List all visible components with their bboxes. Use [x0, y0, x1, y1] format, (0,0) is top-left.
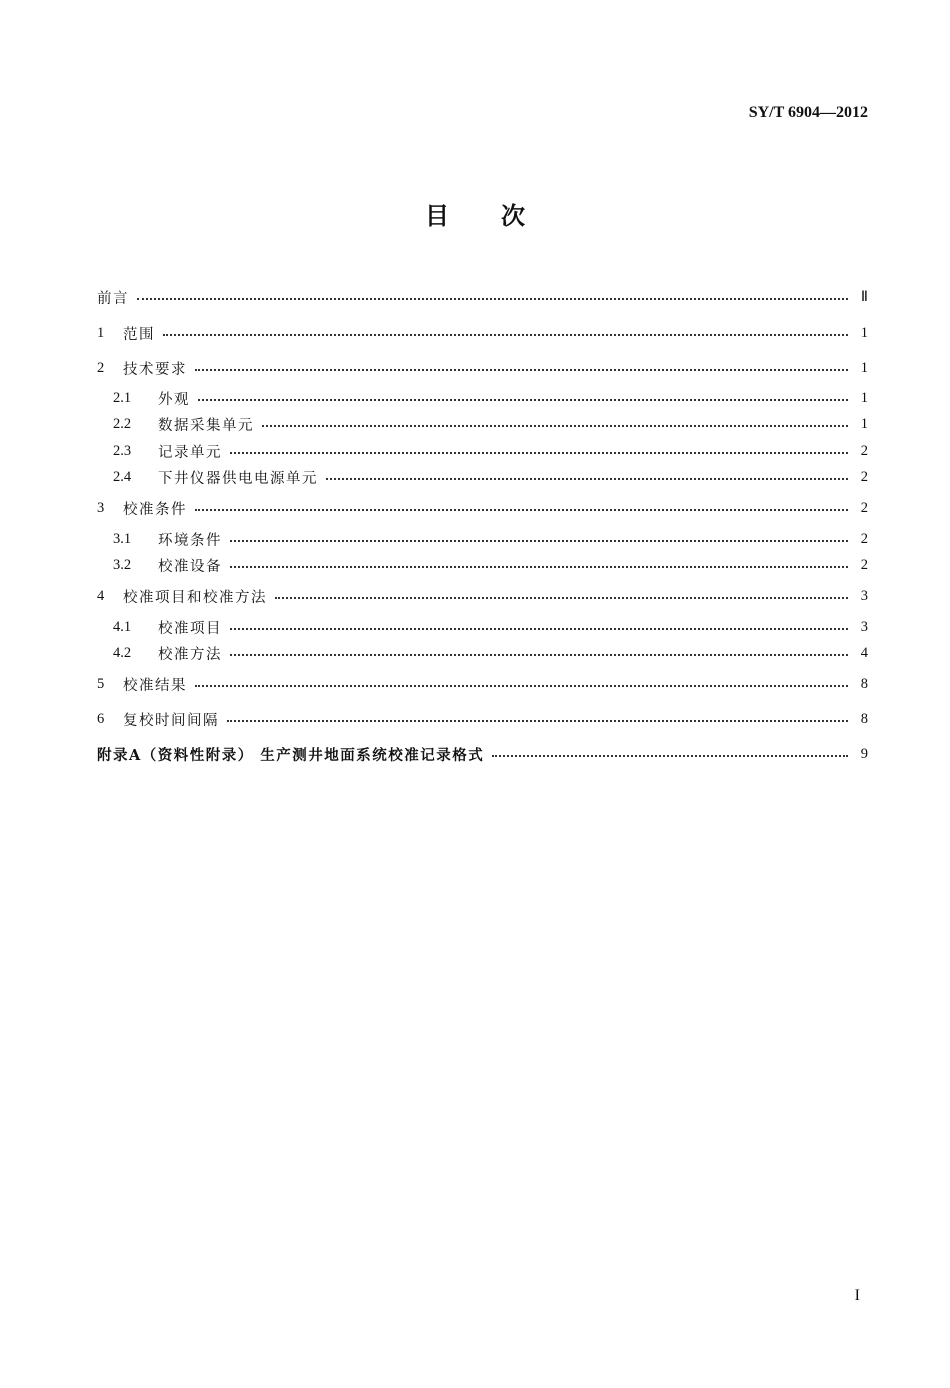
toc-entry-text: 环境条件 — [158, 532, 222, 549]
leader-dots — [230, 628, 848, 630]
toc-entry-number: 2.2 — [113, 415, 132, 432]
toc-entry[interactable] — [113, 617, 868, 637]
toc-entry-text: 附录A（资料性附录） 生产测井地面系统校准记录格式 — [97, 746, 485, 764]
toc-entry-number: 2.3 — [113, 442, 132, 459]
toc-entry-page: 8 — [860, 675, 868, 692]
toc-entry-number: 4.1 — [113, 618, 132, 635]
toc-entry-page: 8 — [860, 710, 868, 727]
leader-dots — [198, 399, 848, 401]
toc-entry-number: 3.1 — [113, 530, 132, 547]
toc-entry-text: 校准方法 — [158, 646, 222, 663]
leader-dots — [230, 566, 848, 568]
leader-dots — [163, 334, 848, 336]
toc-entry[interactable] — [113, 441, 868, 461]
toc-entry-number: 6 — [97, 710, 105, 727]
toc-entry-text: 数据采集单元 — [158, 417, 254, 434]
toc-entry-page: 2 — [860, 530, 868, 547]
toc-entry[interactable] — [113, 643, 868, 663]
toc-entry-number: 4 — [97, 587, 105, 604]
toc-entry-page: 1 — [860, 389, 868, 406]
toc-entry-page: 2 — [860, 442, 868, 459]
toc-entry[interactable] — [113, 467, 868, 487]
leader-dots — [195, 685, 848, 687]
leader-dots — [326, 478, 848, 480]
toc-entry-page: 2 — [860, 556, 868, 573]
page-title: 目次 — [425, 201, 577, 230]
leader-dots — [230, 452, 848, 454]
leader-dots — [227, 720, 848, 722]
toc-entry-number: 1 — [97, 324, 105, 341]
toc-entry-text: 外观 — [158, 391, 190, 408]
toc-entry-text: 校准结果 — [123, 677, 187, 694]
toc-entry-number: 3 — [97, 499, 105, 516]
toc-entry-page: 4 — [860, 644, 868, 661]
toc-entry[interactable] — [97, 323, 868, 343]
leader-dots — [492, 755, 848, 757]
toc-entry-text: 校准项目 — [158, 620, 222, 637]
toc-entry[interactable] — [113, 388, 868, 408]
toc-entry-text: 校准条件 — [123, 501, 187, 518]
toc-entry-page: Ⅱ — [860, 288, 868, 305]
toc-entry-page: 3 — [860, 587, 868, 604]
toc-entry-number: 2.4 — [113, 468, 132, 485]
toc-entry-number: 4.2 — [113, 644, 132, 661]
toc-entry[interactable] — [97, 674, 868, 694]
toc-entry[interactable] — [97, 287, 868, 307]
toc-entry[interactable] — [113, 529, 868, 549]
toc-entry-page: 2 — [860, 468, 868, 485]
leader-dots — [262, 425, 848, 427]
leader-dots — [137, 298, 848, 300]
toc-entry-text: 校准设备 — [158, 558, 222, 575]
toc-entry-number: 2.1 — [113, 389, 132, 406]
toc-entry-number: 5 — [97, 675, 105, 692]
toc-entry[interactable] — [97, 744, 868, 764]
toc-entry-text: 范围 — [123, 326, 155, 343]
toc-entry[interactable] — [113, 555, 868, 575]
leader-dots — [195, 509, 848, 511]
toc-entry-page: 3 — [860, 618, 868, 635]
toc-entry-page: 2 — [860, 499, 868, 516]
toc-entry-page: 9 — [860, 745, 868, 762]
toc-entry-text: 前言 — [97, 290, 129, 307]
toc-entry[interactable] — [113, 414, 868, 434]
leader-dots — [275, 597, 848, 599]
standard-number: SY/T 6904—2012 — [748, 104, 868, 121]
leader-dots — [230, 654, 848, 656]
toc-entry[interactable] — [97, 709, 868, 729]
toc-entry-number: 2 — [97, 359, 105, 376]
toc-entry-text: 校准项目和校准方法 — [123, 589, 267, 606]
toc-entry-text: 复校时间间隔 — [123, 712, 219, 729]
leader-dots — [195, 369, 848, 371]
toc-entry-text: 下井仪器供电电源单元 — [158, 470, 318, 487]
toc-entry-text: 技术要求 — [123, 361, 187, 378]
page-number: I — [854, 1287, 860, 1304]
leader-dots — [230, 540, 848, 542]
toc-entry-number: 3.2 — [113, 556, 132, 573]
toc-entry-page: 1 — [860, 415, 868, 432]
toc-entry[interactable] — [97, 586, 868, 606]
toc-entry-page: 1 — [860, 324, 868, 341]
toc-entry-text: 记录单元 — [158, 444, 222, 461]
toc-entry[interactable] — [97, 498, 868, 518]
toc-entry[interactable] — [97, 358, 868, 378]
toc-entry-page: 1 — [860, 359, 868, 376]
